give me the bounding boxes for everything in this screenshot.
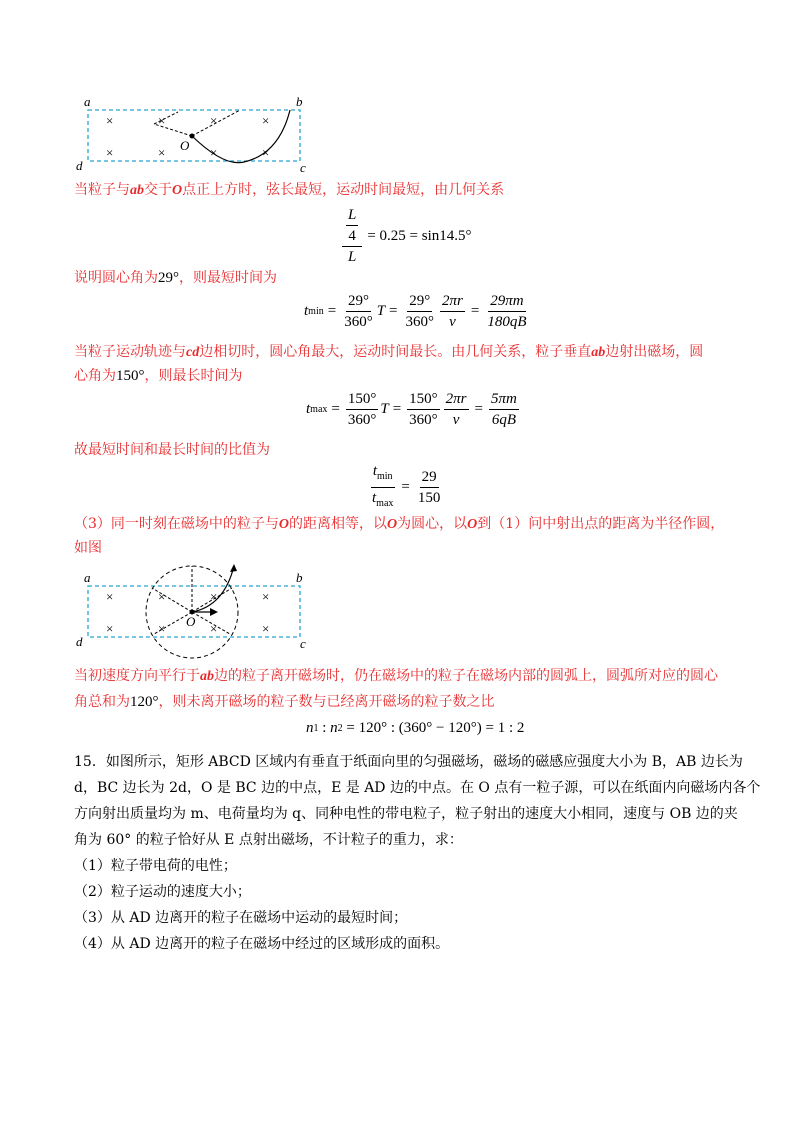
- paragraph-count-2: 角总和为120°，则未离开磁场的粒子数与已经离开磁场的粒子数之比: [74, 694, 495, 710]
- paragraph-part3: （3）同一时刻在磁场中的粒子与O的距离相等，以O为圆心，以O到（1）问中射出点的距离为半径作圆，: [74, 516, 725, 532]
- question-item: （1）粒子带电荷的电性；: [74, 858, 237, 874]
- trajectory-arc: [192, 110, 290, 163]
- paragraph-count: 当初速度方向平行于ab边的粒子离开磁场时，仍在磁场中的粒子在磁场内部的圆弧上，圆弧所对应的圆心: [74, 668, 718, 684]
- equation-tmin: t min = $\frac{29^\circ}{360^\circ}$ T = $\frac{29^\circ}{360^\circ}$ $\frac{2\pi r}{v}$ = $\frac{29\pi m}{180qB}$: [304, 293, 527, 330]
- paragraph-longest-2: 心角为150°，则最长时间为: [74, 368, 243, 384]
- cross-mark: ×: [262, 621, 270, 636]
- figure-1: [74, 92, 314, 172]
- arrow-head: [210, 608, 218, 616]
- question-item: （4）从 AD 边离开的粒子在磁场中经过的区域形成的面积。: [74, 936, 450, 952]
- cross-mark: ×: [262, 113, 270, 128]
- cross-mark: ×: [158, 589, 166, 604]
- label-o: O: [180, 138, 190, 153]
- cross-mark: ×: [262, 589, 270, 604]
- question-15-line-3: 方向射出质量均为 m、电荷量均为 q、同种电性的带电粒子，粒子射出的速度大小相同，速度与 OB 边的夹: [74, 806, 738, 822]
- question-15-line-2: d，BC 边长为 2d，O 是 BC 边的中点，E 是 AD 边的中点。在 O 点有一粒子源，可以在纸面内向磁场内各个: [74, 780, 761, 796]
- cross-mark: ×: [158, 113, 166, 128]
- paragraph-min-angle: 说明圆心角为29°，则最短时间为: [74, 270, 277, 286]
- cross-mark: ×: [106, 113, 114, 128]
- cross-mark: ×: [210, 589, 218, 604]
- label-b: b: [296, 94, 303, 109]
- label-d: d: [76, 634, 83, 649]
- cross-mark: ×: [106, 145, 114, 160]
- cross-mark: ×: [158, 621, 166, 636]
- label-c: c: [300, 160, 306, 172]
- question-item: （2）粒子运动的速度大小；: [74, 884, 251, 900]
- cross-mark: ×: [210, 621, 218, 636]
- equation-tmax: t max = $\frac{150^\circ}{360^\circ}$ T = $\frac{150^\circ}{360^\circ}$ $\frac{2\pi r}{v}$ = $\frac{5\pi m}{6qB}$: [306, 391, 517, 428]
- cross-mark: ×: [210, 145, 218, 160]
- question-15-line-4: 角为 60° 的粒子恰好从 E 点射出磁场，不计粒子的重力，求：: [74, 832, 463, 848]
- paragraph-part3-2: 如图: [74, 540, 102, 556]
- figure-2: [74, 556, 314, 666]
- question-15-line-1: 15．如图所示，矩形 ABCD 区域内有垂直于纸面向里的匀强磁场，磁场的磁感应强度大小为 B，AB 边长为: [74, 754, 743, 770]
- label-d: d: [76, 158, 83, 172]
- paragraph-longest: 当粒子运动轨迹与cd边相切时，圆心角最大，运动时间最长。由几何关系，粒子垂直ab边射出磁场，圆: [74, 344, 704, 360]
- label-a: a: [84, 570, 91, 585]
- equation-count-ratio: n 1 : n 2 = 120° : (360° − 120°) = 1 : 2: [306, 720, 525, 736]
- arrow-head: [230, 564, 237, 572]
- cross-mark: ×: [262, 145, 270, 160]
- cross-mark: ×: [210, 113, 218, 128]
- cross-mark: ×: [106, 589, 114, 604]
- equation-sin: $\frac{\frac{L}{4}}{L}$ = 0.25 = sin14.5°: [340, 206, 472, 266]
- cross-mark: ×: [158, 145, 166, 160]
- label-o: O: [186, 614, 196, 629]
- label-a: a: [84, 94, 91, 109]
- equation-ratio: $\frac{t_{min}}{t_{max}}$ = $\frac{29}{150}$: [372, 463, 441, 509]
- question-item: （3）从 AD 边离开的粒子在磁场中运动的最短时间；: [74, 910, 408, 926]
- paragraph-ratio: 故最短时间和最长时间的比值为: [74, 442, 270, 458]
- label-b: b: [296, 570, 303, 585]
- paragraph-shortest: 当粒子与ab交于O点正上方时，弦长最短，运动时间最短，由几何关系: [74, 182, 505, 198]
- cross-mark: ×: [106, 621, 114, 636]
- label-c: c: [300, 636, 306, 651]
